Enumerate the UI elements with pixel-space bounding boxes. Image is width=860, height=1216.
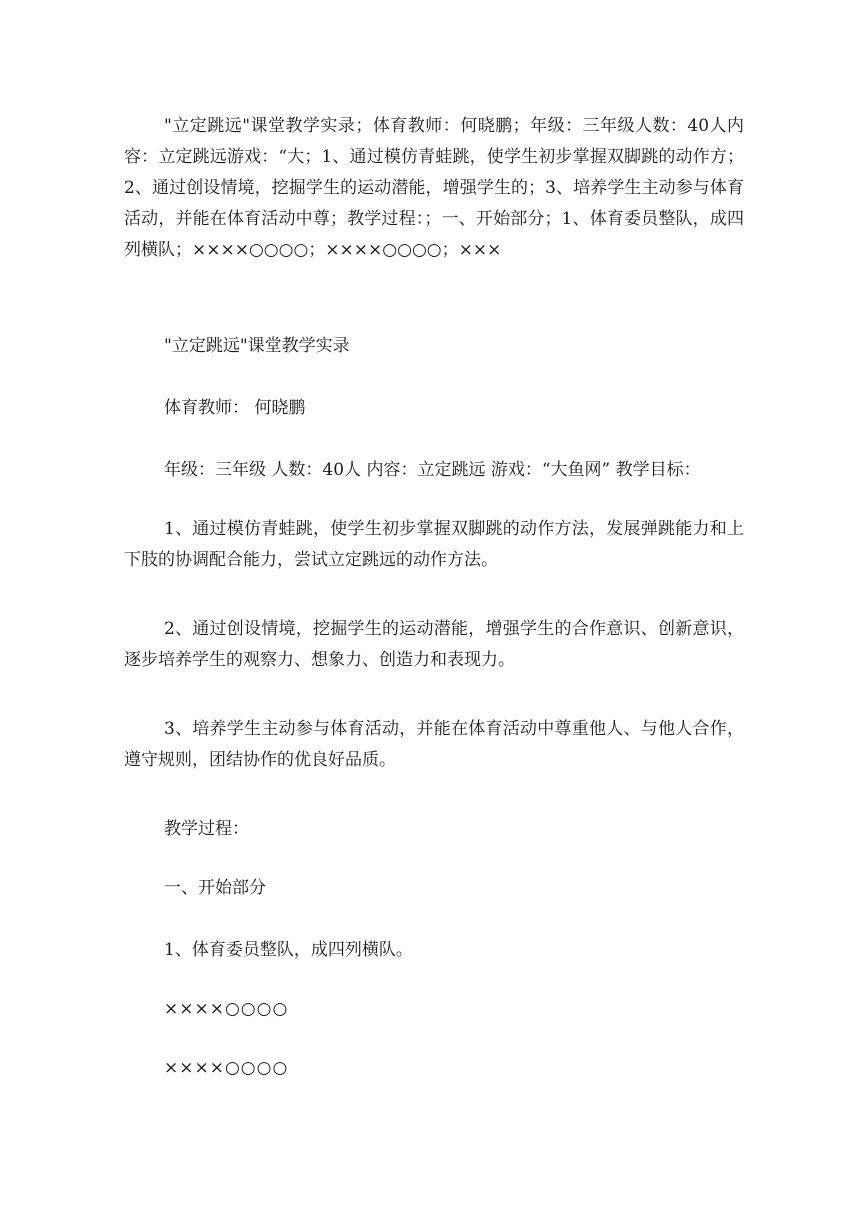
- goal-paragraph-3: 3、培养学生主动参与体育活动，并能在体育活动中尊重他人、与他人合作，遵守规则，团结协作的优良好品质。: [124, 719, 744, 770]
- formation-row-1: ××××○○○○: [164, 999, 289, 1019]
- summary-paragraph: "立定跳远"课堂教学实录；体育教师：何晓鹏；年级：三年级人数：40人内容：立定跳远游戏：“大；1、通过模仿青蛙跳，使学生初步掌握双脚跳的动作方；2、通过创设情境，挖掘学生的运动潜能，增强学生的；3、培养学生主动参与体育活动，并能在体育活动中尊；教学过程：；一、开始部分；1、体育委员整队，成四列横队；××××○○○○；××××○○○○；×××: [124, 116, 744, 260]
- formation-row-2: ××××○○○○: [164, 1058, 289, 1078]
- teacher-line: 体育教师： 何晓鹏: [164, 398, 306, 418]
- goal-paragraph-2: 2、通过创设情境，挖掘学生的运动潜能，增强学生的合作意识、创新意识，逐步培养学生的观察力、想象力、创造力和表现力。: [124, 619, 744, 670]
- section-start-heading: 一、开始部分: [164, 878, 266, 898]
- process-heading: 教学过程：: [164, 819, 249, 839]
- lesson-title: "立定跳远"课堂教学实录: [164, 336, 350, 356]
- goal-paragraph-1: 1、通过模仿青蛙跳，使学生初步掌握双脚跳的动作方法，发展弹跳能力和上下肢的协调配合能力，尝试立定跳远的动作方法。: [124, 519, 744, 570]
- step-1-text: 1、体育委员整队，成四列横队。: [164, 940, 413, 960]
- lesson-info-line: 年级：三年级 人数：40人 内容：立定跳远 游戏：“大鱼网” 教学目标：: [164, 460, 701, 480]
